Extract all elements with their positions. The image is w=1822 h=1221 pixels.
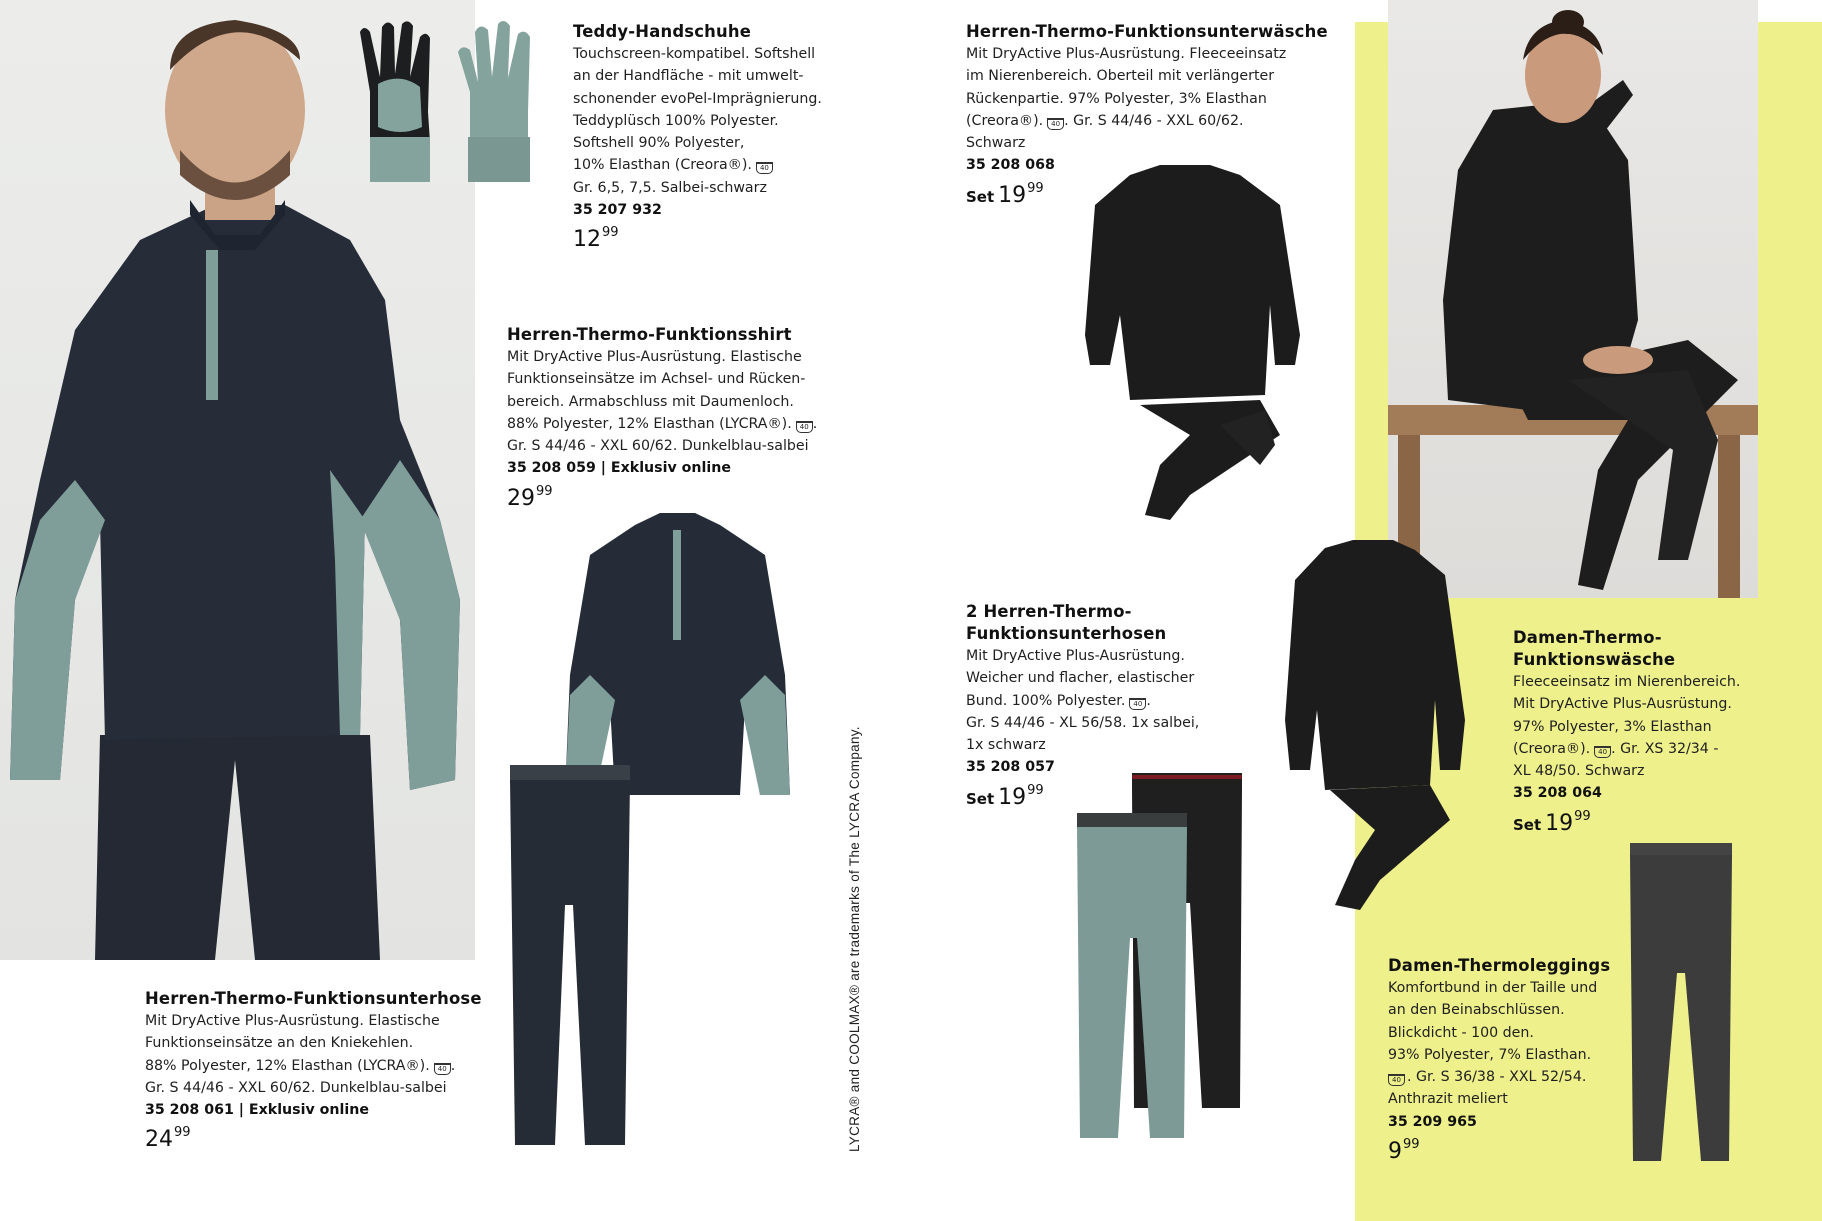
women-set-title-1: Damen-Thermo- (1513, 628, 1662, 647)
shirt-article-number: 35 208 059 | Exklusiv online (507, 460, 731, 477)
gloves-product-image (350, 12, 540, 190)
wash-40-icon: 40 (1594, 746, 1611, 758)
wash-40-icon: 40 (434, 1063, 451, 1075)
underpants-sizes: Gr. S 44/46 - XXL 60/62. Dunkelblau-salbei (145, 1079, 447, 1096)
underwear-set-desc-1: Mit DryActive Plus-Ausrüstung. Fleeceeinsatz (966, 46, 1287, 62)
gloves-article-number: 35 207 932 (573, 202, 662, 219)
two-underpants-product-image (1062, 773, 1252, 1143)
wash-40-icon: 40 (1047, 118, 1064, 130)
underwear-set-article-number: 35 208 068 (966, 157, 1055, 174)
gloves-info (573, 21, 822, 256)
two-underpants-colors: 1x schwarz (966, 737, 1046, 754)
shirt-info (507, 324, 817, 515)
underwear-set-desc-4: (Creora®). 40 . Gr. S 44/46 - XXL 60/62. (966, 112, 1244, 129)
women-set-desc-2: Mit DryActive Plus-Ausrüstung. (1513, 696, 1732, 713)
shirt-desc-4: 88% Polyester, 12% Elasthan (LYCRA®). 40 . (507, 415, 818, 432)
two-underpants-info (966, 601, 1199, 814)
underwear-set-desc-2: im Nierenbereich. Oberteil mit verlängerter (966, 68, 1275, 85)
underpants-info (145, 988, 482, 1156)
shirt-product-image (565, 505, 790, 807)
gloves-price: $12^{99}$ (573, 225, 619, 253)
two-underpants-title-1: 2 Herren-Thermo- (966, 602, 1132, 621)
gloves-title: Teddy-Handschuhe (573, 22, 752, 41)
shirt-desc-1: Mit DryActive Plus-Ausrüstung. Elastische (507, 349, 802, 365)
two-underpants-title-2: Funktionsunterhosen (966, 624, 1167, 643)
shirt-price: $29^{99}$ (507, 483, 553, 511)
women-set-price: Set $19^{99}$ (1513, 808, 1591, 836)
leggings-desc-1: Komfortbund in der Taille und (1388, 980, 1598, 996)
wash-40-icon: 40 (796, 421, 813, 433)
two-underpants-article-number: 35 208 057 (966, 759, 1055, 776)
underwear-set-color: Schwarz (966, 135, 1026, 152)
gloves-desc-4: Teddyplüsch 100% Polyester. (573, 112, 779, 129)
trademark-notice: LYCRA® and COOLMAX® are trademarks of The LYCRA Company. (847, 726, 862, 1152)
woman-model-photo (1388, 0, 1758, 598)
underwear-set-title: Herren-Thermo-Funktionsunterwäsche (966, 22, 1328, 41)
gloves-desc-3: schonender evoPel-Imprägnierung. (573, 90, 822, 107)
leggings-desc-4: 93% Polyester, 7% Elasthan. (1388, 1046, 1592, 1063)
underpants-product-image (505, 765, 635, 1150)
underpants-title: Herren-Thermo-Funktionsunterhose (145, 989, 482, 1008)
two-underpants-desc-1: Mit DryActive Plus-Ausrüstung. (966, 648, 1185, 664)
shirt-sizes: Gr. S 44/46 - XXL 60/62. Dunkelblau-salbei (507, 438, 809, 455)
leggings-title: Damen-Thermoleggings (1388, 956, 1611, 975)
women-set-info (1513, 627, 1740, 840)
women-set-desc-4: (Creora®). 40 . Gr. XS 32/34 - (1513, 740, 1719, 757)
women-set-sizes: XL 48/50. Schwarz (1513, 763, 1645, 780)
gloves-desc-6: 10% Elasthan (Creora®). 40 (573, 154, 822, 176)
two-underpants-desc-2: Weicher und flacher, elastischer (966, 670, 1195, 687)
women-set-product-image (1275, 540, 1470, 910)
gloves-sizes: Gr. 6,5, 7,5. Salbei-schwarz (573, 179, 767, 196)
leggings-desc-3: Blickdicht - 100 den. (1388, 1024, 1534, 1041)
underpants-price: $24^{99}$ (145, 1125, 191, 1153)
underpants-desc-3: 88% Polyester, 12% Elasthan (LYCRA®). 40 . (145, 1057, 456, 1074)
underpants-desc-2: Funktionseinsätze an den Kniekehlen. (145, 1035, 414, 1052)
underpants-article-number: 35 208 061 | Exklusiv online (145, 1102, 369, 1119)
leggings-desc-2: an den Beinabschlüssen. (1388, 1002, 1565, 1019)
leggings-info (1388, 955, 1610, 1168)
two-underpants-price: Set $19^{99}$ (966, 782, 1044, 810)
leggings-color: Anthrazit meliert (1388, 1091, 1508, 1108)
shirt-desc-2: Funktionseinsätze im Achsel- und Rücken- (507, 371, 806, 388)
underwear-set-desc-3: Rückenpartie. 97% Polyester, 3% Elasthan (966, 90, 1267, 107)
women-set-desc-1: Fleeceeinsatz im Nierenbereich. (1513, 674, 1741, 690)
women-set-article-number: 35 208 064 (1513, 785, 1602, 802)
wash-40-icon: 40 (756, 162, 773, 174)
leggings-price: $9^{99}$ (1388, 1137, 1420, 1165)
women-set-title-2: Funktionswäsche (1513, 650, 1676, 669)
gloves-desc-2: an der Handfläche - mit umwelt- (573, 68, 804, 85)
leggings-article-number: 35 209 965 (1388, 1113, 1477, 1130)
underpants-desc-1: Mit DryActive Plus-Ausrüstung. Elastische (145, 1013, 440, 1029)
underwear-set-product-image (1070, 165, 1310, 520)
underwear-set-price: Set $19^{99}$ (966, 180, 1044, 208)
gloves-desc-1: Touchscreen-kompatibel. Softshell (573, 46, 816, 62)
shirt-desc-3: bereich. Armabschluss mit Daumenloch. (507, 393, 794, 410)
two-underpants-desc-3: Bund. 100% Polyester. 40 . (966, 692, 1151, 709)
gloves-desc-5: Softshell 90% Polyester, (573, 135, 745, 152)
leggings-desc-5: 40 . Gr. S 36/38 - XXL 52/54. (1388, 1066, 1610, 1088)
underwear-set-info (966, 21, 1328, 212)
wash-40-icon: 40 (1129, 698, 1146, 710)
two-underpants-sizes: Gr. S 44/46 - XL 56/58. 1x salbei, (966, 714, 1200, 731)
leggings-product-image (1625, 843, 1737, 1163)
women-set-desc-3: 97% Polyester, 3% Elasthan (1513, 718, 1712, 735)
wash-40-icon: 40 (1388, 1074, 1405, 1086)
shirt-title: Herren-Thermo-Funktionsshirt (507, 325, 792, 344)
